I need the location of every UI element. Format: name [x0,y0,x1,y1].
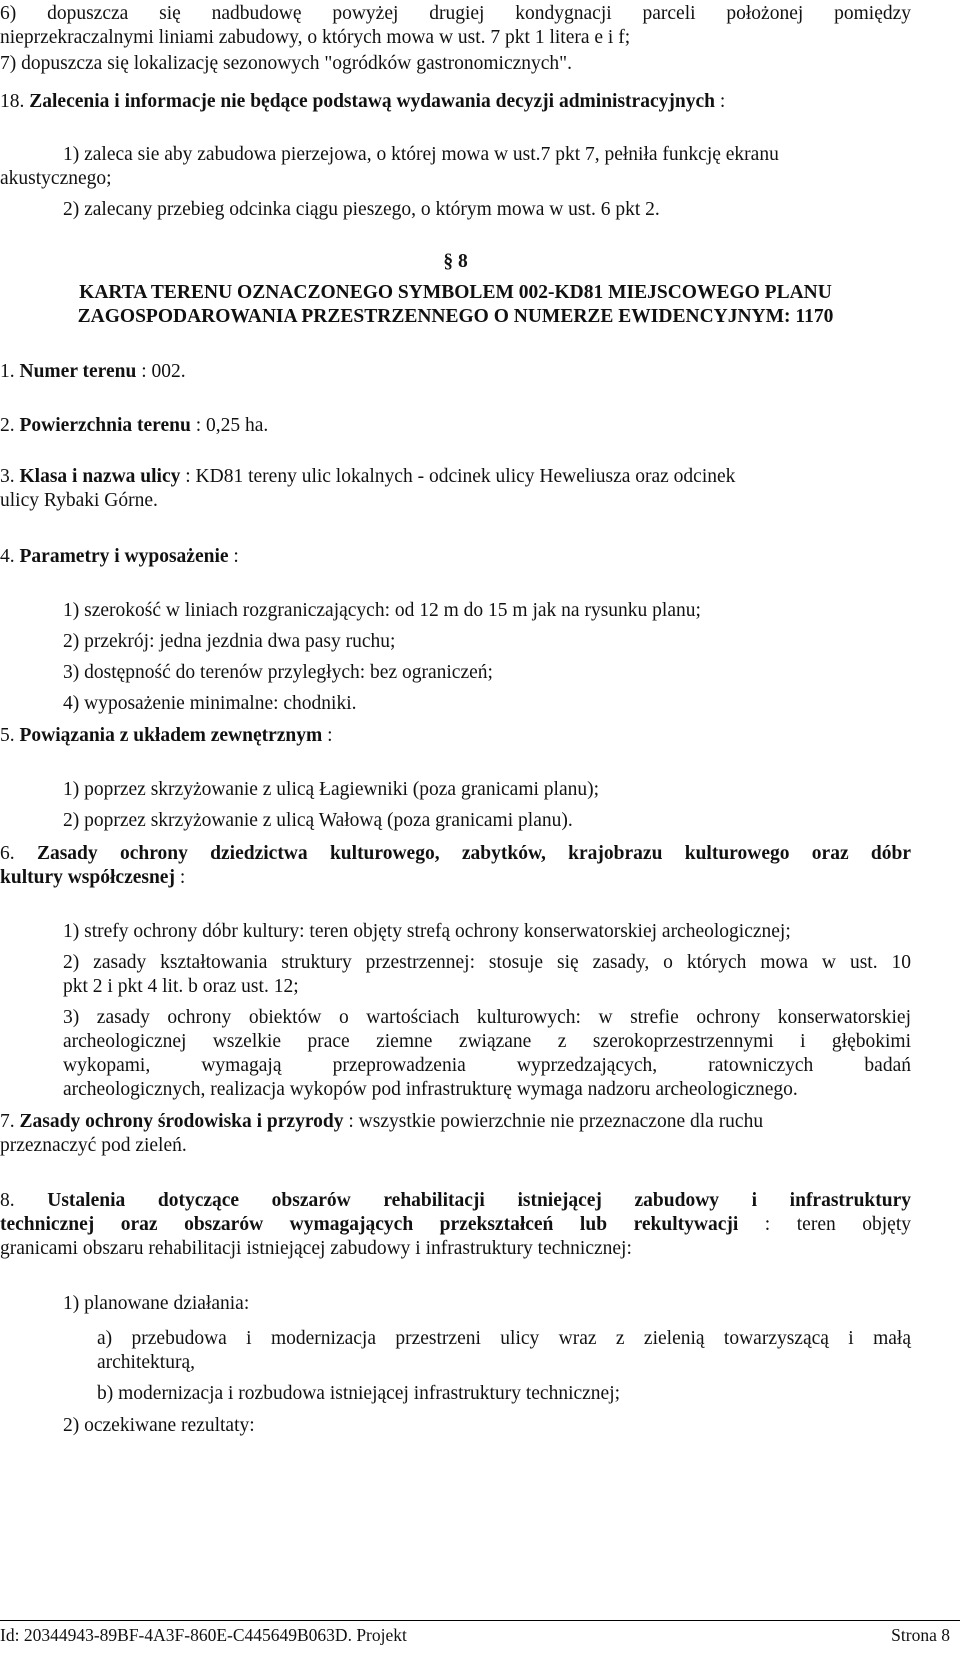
item-number: 6. [0,843,15,864]
text-line: 7) dopuszcza się lokalizację sezonowych "ogródków gastronomicznych". [0,53,573,74]
section-number: 18. [0,91,25,112]
item-value: : [228,546,239,567]
list-item: 3) zasady ochrony obiektów o wartościach kulturowych: w strefie ochrony konserwatorskiej [63,1007,911,1028]
item-label: Powiązania z układem zewnętrznym [19,725,323,746]
item-value: : KD81 tereny ulic lokalnych - odcinek ulicy Heweliusza oraz odcinek [180,466,736,487]
item-label: Numer terenu [19,361,137,382]
text-line: archeologicznych, realizacja wykopów pod infrastrukturę wymaga nadzoru archeologicznego. [63,1079,798,1100]
item-label: Zasady ochrony dziedzictwa kulturowego, zabytków, krajobrazu kulturowego oraz dóbr [36,843,912,864]
param-connections [0,724,911,748]
item-label-cont: kultury współczesnej [0,867,175,888]
section-colon: : [714,91,726,112]
param-heritage [0,842,911,866]
list-item: 4) wyposażenie minimalne: chodniki. [63,693,357,714]
list-item: 1) poprzez skrzyżowanie z ulicą Łagiewniki (poza granicami planu); [63,779,600,800]
item-number: 2. [0,415,15,436]
footer-document-id: Id: 20344943-89BF-4A3F-860E-C445649B063D. Projekt [0,1625,407,1645]
item-number: 8. [0,1190,15,1211]
card-title-line-2: ZAGOSPODAROWANIA PRZESTRZENNEGO O NUMERZE EWIDENCYJNYM: 1170 [77,306,834,327]
item-label: Powierzchnia terenu [19,415,191,436]
item-value: : 0,25 ha. [190,415,269,436]
text-line: archeologicznej wszelkie prace ziemne związane z szerokoprzestrzennymi i głębokimi [63,1031,911,1052]
footer-page-number: Strona 8 [891,1625,950,1645]
param-area-size [0,414,911,438]
param-heritage-cont [0,866,911,890]
text-line: przeznaczyć pod zieleń. [0,1135,187,1156]
item-number: 7. [0,1111,15,1132]
card-title-line-1: KARTA TERENU OZNACZONEGO SYMBOLEM 002-KD81 MIEJSCOWEGO PLANU [79,282,832,303]
list-subitem: b) modernizacja i rozbudowa istniejącej infrastruktury technicznej; [97,1383,621,1404]
text-line: ulicy Rybaki Górne. [0,490,158,511]
item-value: : [322,725,333,746]
item-value: : 002. [136,361,186,382]
item-number: 4. [0,546,15,567]
list-item: 2) poprzez skrzyżowanie z ulicą Wałową (poza granicami planu). [63,810,573,831]
param-environment [0,1110,911,1134]
item-number: 3. [0,466,15,487]
param-rehabilitation-cont [0,1213,911,1237]
text-line: 6) dopuszcza się nadbudowę powyżej drugiej kondygnacji parceli położonej pomiędzy [0,3,911,24]
item-value: : teren objęty [738,1214,911,1235]
section-18-heading [0,90,911,114]
list-item: 2) oczekiwane rezultaty: [63,1415,255,1436]
param-area-number [0,360,911,384]
item-label-cont: technicznej oraz obszarów wymagających przekształceń lub rekultywacji [0,1214,739,1235]
text-line: nieprzekraczalnymi liniami zabudowy, o których mowa w ust. 7 pkt 1 litera e i f; [0,27,631,48]
item-label: Ustalenia dotyczące obszarów rehabilitacji istniejącej zabudowy i infrastruktury [47,1190,912,1211]
text-line: wykopami, wymagają przeprowadzenia wyprzedzających, ratowniczych badań [63,1055,911,1076]
list-item: 2) zalecany przebieg odcinka ciągu pieszego, o którym mowa w ust. 6 pkt 2. [63,199,660,220]
list-item: 2) przekrój: jedna jezdnia dwa pasy ruchu; [63,631,396,652]
text-line: akustycznego; [0,168,112,189]
text-line: architekturą, [97,1352,195,1373]
list-item: 1) planowane działania: [63,1293,250,1314]
item-label: Parametry i wyposażenie [19,546,229,567]
list-item-text-cont: 7 pkt 7, pełniła funkcję ekranu [540,144,779,165]
list-item: 1) strefy ochrony dóbr kultury: teren objęty strefą ochrony konserwatorskiej archeologicznej; [63,921,791,942]
section-sign: § 8 [443,251,468,272]
text-line: granicami obszaru rehabilitacji istniejącej zabudowy i infrastruktury technicznej: [0,1238,632,1259]
list-item: 1) szerokość w liniach rozgraniczających: od 12 m do 15 m jak na rysunku planu; [63,600,701,621]
item-value: : wszystkie powierzchnie nie przeznaczone dla ruchu [343,1111,764,1132]
list-subitem: a) przebudowa i modernizacja przestrzeni ulicy wraz z zielenią towarzyszącą i małą [97,1328,911,1349]
param-street-class [0,465,911,489]
list-item-text: 1) zaleca sie aby zabudowa pierzejowa, o której mowa w ust. [63,144,541,165]
item-number: 1. [0,361,15,382]
param-parameters [0,545,911,569]
item-label: Zasady ochrony środowiska i przyrody [19,1111,344,1132]
footer-divider [0,1620,960,1621]
param-rehabilitation [0,1189,911,1213]
item-number: 5. [0,725,15,746]
text-line: pkt 2 i pkt 4 lit. b oraz ust. 12; [63,976,299,997]
item-label: Klasa i nazwa ulicy [19,466,181,487]
section-title: Zalecenia i informacje nie będące podstawą wydawania decyzji administracyjnych [29,91,715,112]
list-item: 2) zasady kształtowania struktury przestrzennej: stosuje się zasady, o których mowa w ust. 10 [63,952,911,973]
list-item [63,143,911,167]
item-value: : [174,867,186,888]
list-item: 3) dostępność do terenów przyległych: bez ograniczeń; [63,662,493,683]
